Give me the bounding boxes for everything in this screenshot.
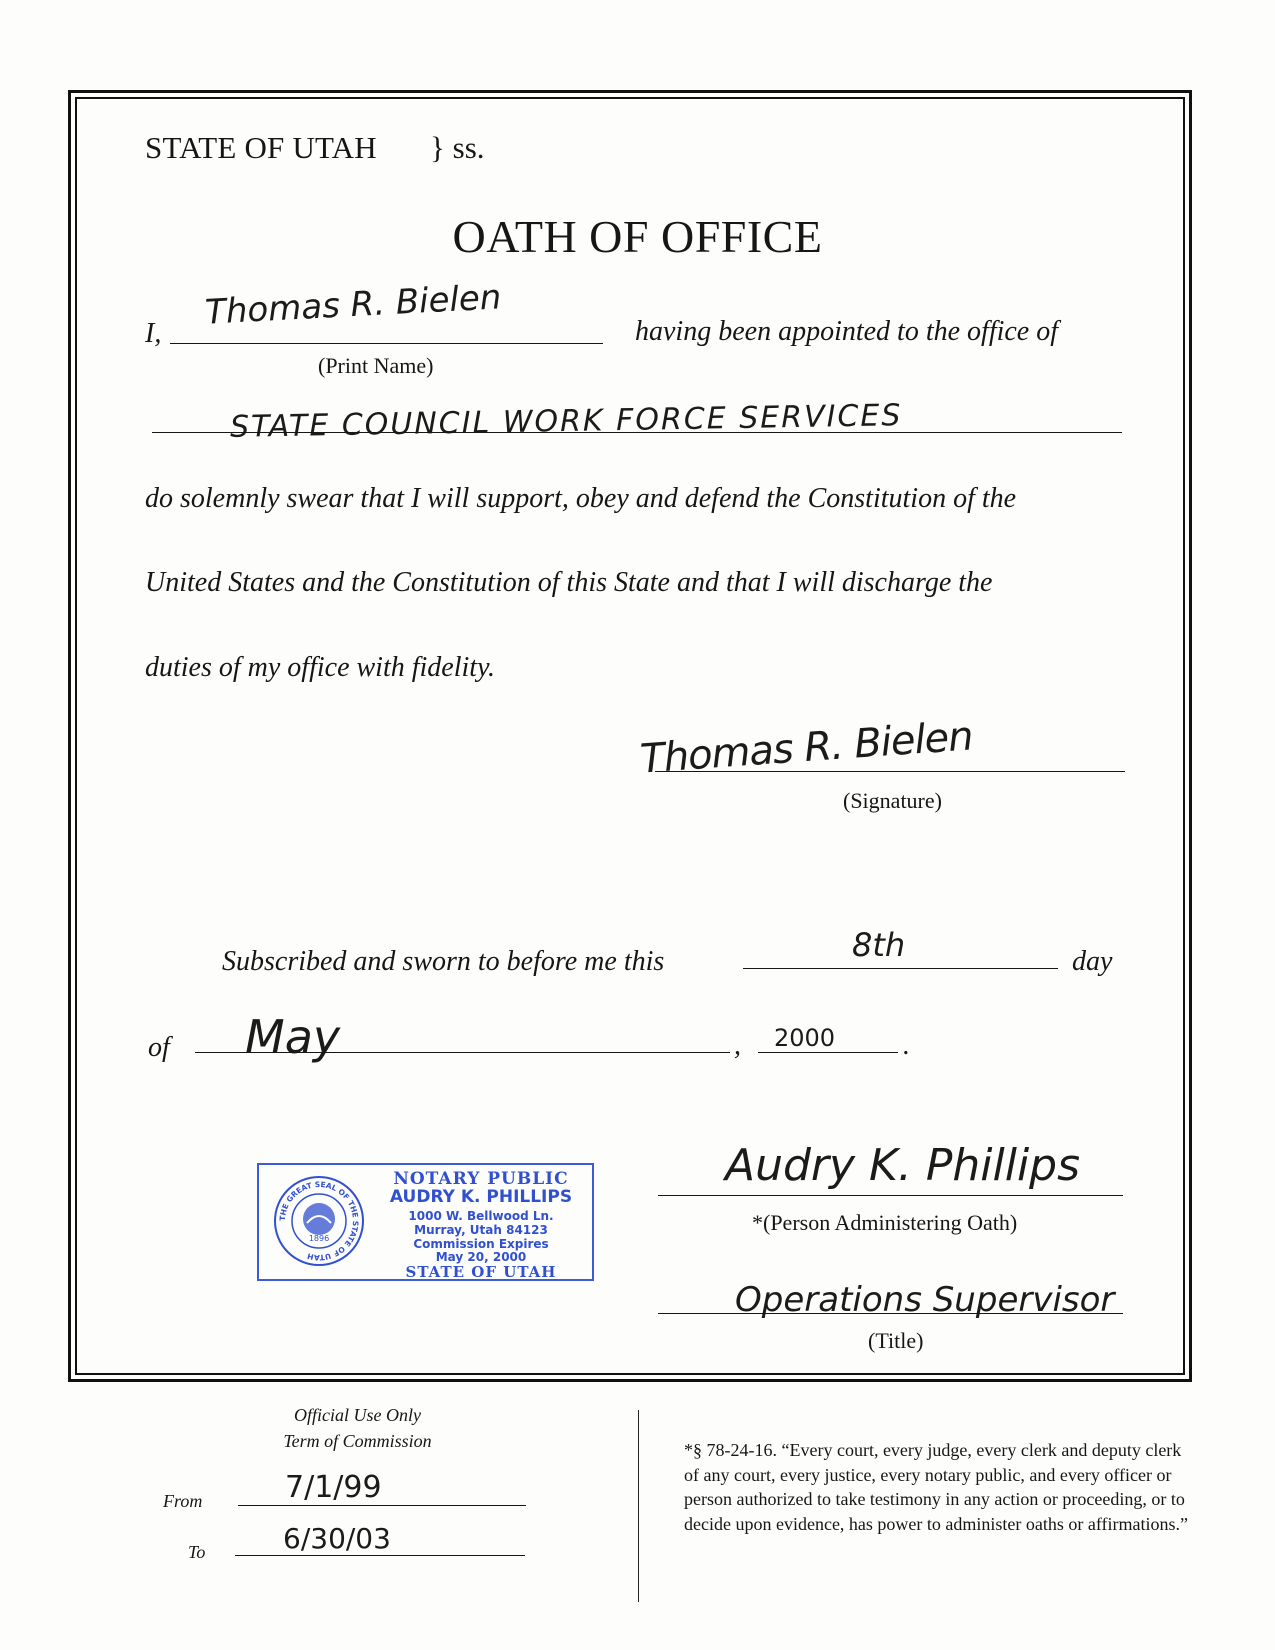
day-label: day [1072,946,1113,977]
oath-text-line1: do solemnly swear that I will support, obey and defend the Constitution of the [145,483,1017,514]
day-value-handwritten: 8th [852,926,906,964]
page-title: OATH OF OFFICE [452,211,823,262]
stamp-line7: STATE OF UTAH [405,1263,557,1281]
administrator-line [658,1195,1123,1196]
term-of-commission-heading: Term of Commission [283,1431,432,1451]
state-seal-icon [273,1175,365,1267]
ss-label: } ss. [430,130,485,165]
stamp-line1: NOTARY PUBLIC [393,1169,569,1189]
administrator-signature: Audry K. Phillips [725,1140,1081,1191]
to-value-handwritten: 6/30/03 [283,1522,391,1555]
from-line [238,1505,526,1506]
month-value-handwritten: May [245,1010,341,1064]
stamp-line2: AUDRY K. PHILLIPS [389,1187,573,1207]
appointed-text: having been appointed to the office of [635,316,1059,347]
intro-prefix: I, [145,318,162,349]
title-caption: (Title) [868,1328,924,1353]
administrator-caption: *(Person Administering Oath) [752,1210,1018,1235]
oath-text-line2: United States and the Constitution of this State and that I will discharge the [145,567,993,598]
office-line [152,432,1122,433]
print-name-caption: (Print Name) [318,353,434,378]
to-line [235,1555,525,1556]
year-period: . [903,1030,910,1061]
stamp-line3: 1000 W. Bellwood Ln. [408,1209,554,1223]
subscribed-text: Subscribed and sworn to before me this [222,946,665,977]
printed-name-handwritten: Thomas R. Bielen [204,277,503,333]
from-label: From [163,1491,203,1511]
month-line [195,1052,730,1053]
month-comma: , [734,1030,741,1061]
seal-ring-text: THE GREAT SEAL OF THE STATE OF UTAH [277,1179,361,1263]
stamp-line5: Commission Expires [413,1237,549,1251]
from-value-handwritten: 7/1/99 [285,1470,382,1505]
stamp-line6: May 20, 2000 [435,1250,527,1264]
stamp-line4: Murray, Utah 84123 [414,1223,548,1237]
signature-line [655,771,1125,772]
to-label: To [188,1542,206,1562]
official-use-heading: Official Use Only [294,1405,421,1425]
office-name-handwritten: STATE COUNCIL WORK FORCE SERVICES [229,398,903,445]
state-label: STATE OF UTAH [145,130,377,165]
title-value-handwritten: Operations Supervisor [735,1280,1115,1320]
statute-text: *§ 78-24-16. “Every court, every judge, every clerk and deputy clerk of any court, every justice, every notary public, and every officer or person authorized to take testimony in any action or proceeding, or to decide upon evidence, has power to administer oaths or affirmations.” [684,1440,1189,1534]
year-value-handwritten: 2000 [774,1024,836,1052]
year-line [758,1052,898,1053]
title-line [658,1313,1123,1314]
day-line [743,968,1058,969]
signature-caption: (Signature) [843,788,942,813]
footer-divider [638,1410,639,1602]
seal-year: 1896 [308,1234,330,1243]
notary-stamp [257,1163,594,1281]
print-name-line [170,343,603,344]
of-label: of [148,1032,170,1063]
oath-text-line3: duties of my office with fidelity. [145,652,495,683]
oath-taker-signature: Thomas R. Bielen [638,713,974,783]
